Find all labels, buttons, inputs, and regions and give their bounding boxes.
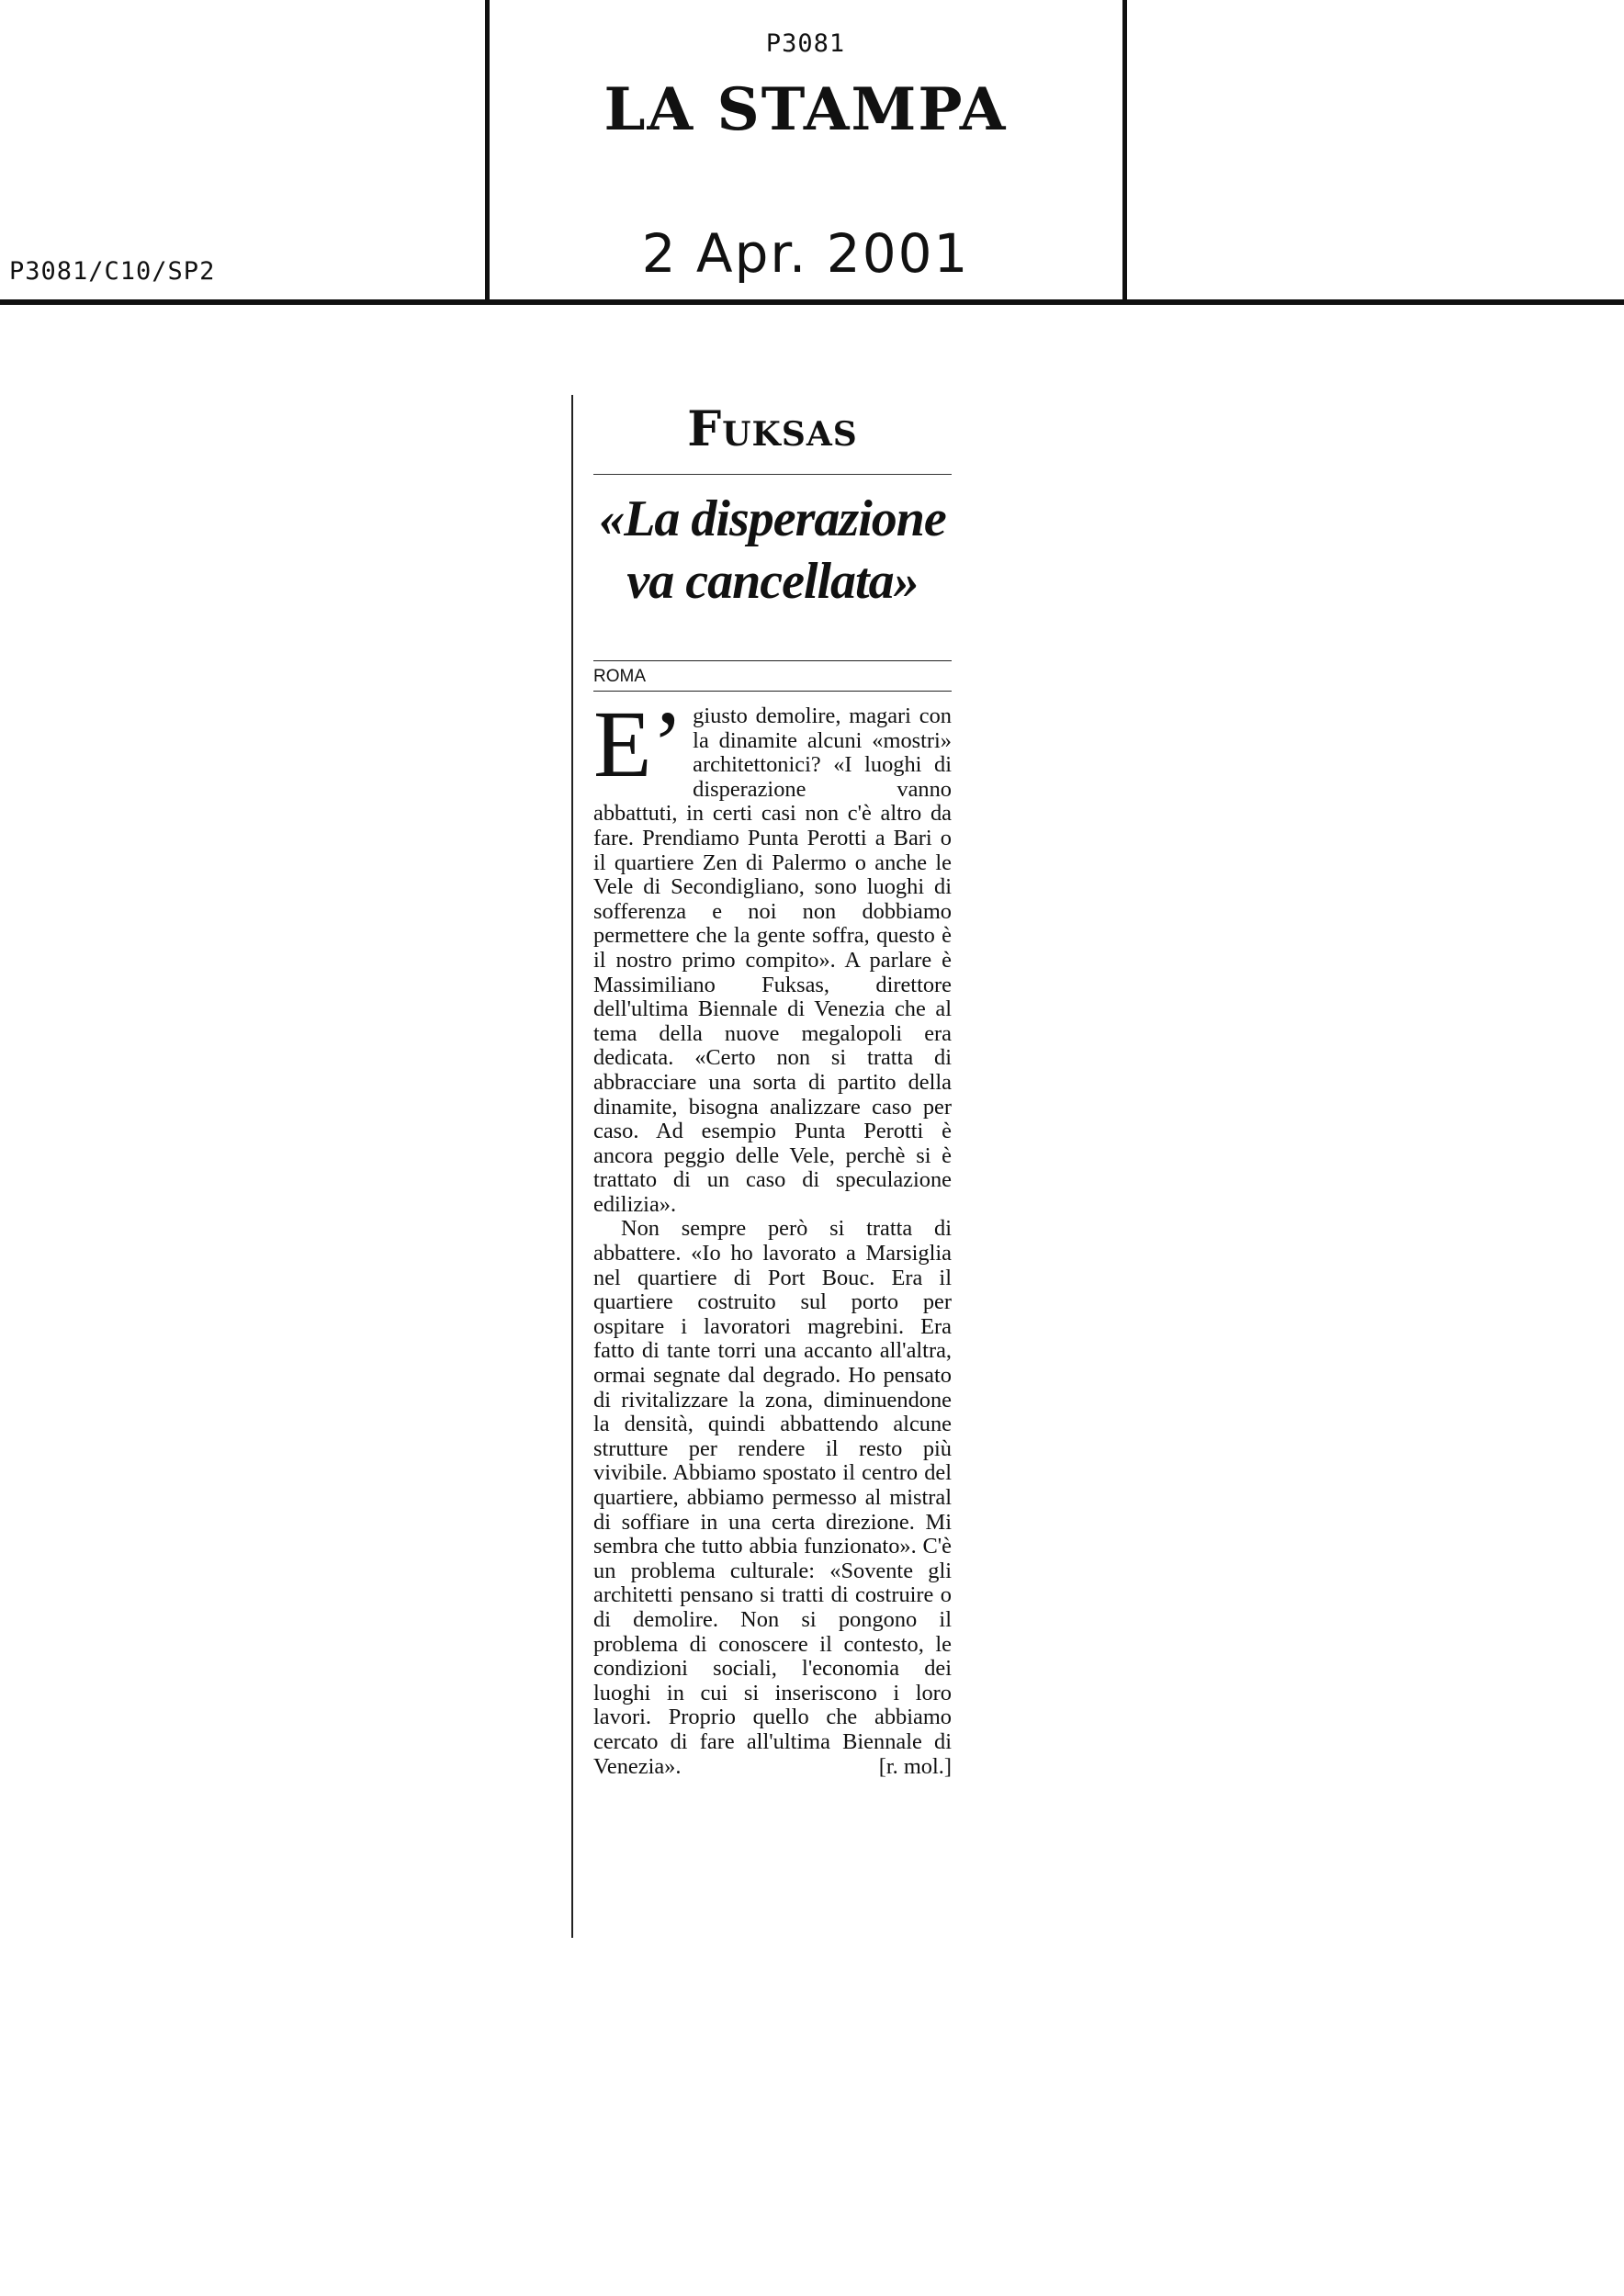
column-rule xyxy=(571,395,573,1938)
article-body xyxy=(593,692,952,1779)
newspaper-masthead: LA STAMPA xyxy=(603,75,1008,144)
reference-code: P3081/C10/SP2 xyxy=(9,257,216,286)
headline-rule xyxy=(593,660,952,661)
archive-code: P3081 xyxy=(765,29,846,58)
paragraph-1-text: giusto demolire, magari con la dinamite alcuni «mostri» architettonici? «I luoghi di disperazione vanno abbattuti, in certi casi non c'è altro da fare. Prendiamo Punta Perotti a Bari o il quartiere Zen di Palermo o anche le Vele di Secondigliano, sono luoghi di sofferenza e noi non dobbiamo permettere che la gente soffra, questo è il nostro primo compito». A parlare è Massimiliano Fuksas, direttore dell'ultima Biennale di Venezia che al tema della nuove megalopoli era dedicata. «Certo non si tratta di abbracciare una sorta di partito della dinamite, bisogna analizzare caso per caso. Ad esempio Punta Perotti è ancora peggio delle Vele, perchè si è trattato di un caso di speculazione edilizia». xyxy=(593,703,952,1217)
drop-cap: E’ xyxy=(593,692,684,797)
article-clipping xyxy=(593,397,952,1779)
article-headline xyxy=(593,488,952,613)
headline-line-2: va cancellata» xyxy=(626,553,919,610)
header-bottom-rule xyxy=(0,299,1624,305)
kicker-rule xyxy=(593,474,952,475)
article-paragraph-2 xyxy=(593,1217,952,1779)
article-kicker: Fuksas xyxy=(687,401,858,457)
headline-line-1: «La disperazione xyxy=(599,490,946,547)
publication-date: 2 Apr. 2001 xyxy=(641,222,970,285)
author-signature: [r. mol.] xyxy=(878,1753,952,1779)
article-dateline: ROMA xyxy=(593,667,952,692)
paragraph-2-text: Non sempre però si tratta di abbattere. «Io ho lavorato a Marsiglia nel quartiere di Port Bouc. Era il quartiere costruito sul porto per ospitare i lavoratori magrebini. Era fatto di tante torri una accanto all'altra, ormai segnate dal degrado. Ho pensato di rivitalizzare la zona, diminuendone la densità, quindi abbattendo alcune strutture per rendere il resto più vivibile. Abbiamo spostato il centro del quartiere, abbiamo permesso al mistral di soffiare in una certa direzione. Mi sembra che tutto abbia funzionato». C'è un problema culturale: «Sovente gli architetti pensano si tratti di costruire o di demolire. Non si pongono il problema di conoscere il contesto, le condizioni sociali, l'economia dei luoghi in cui si inseriscono i loro lavori. Proprio quello che abbiamo cercato di fare all'ultima Biennale di Venezia». xyxy=(593,1216,952,1779)
article-paragraph-1 xyxy=(593,692,952,1217)
